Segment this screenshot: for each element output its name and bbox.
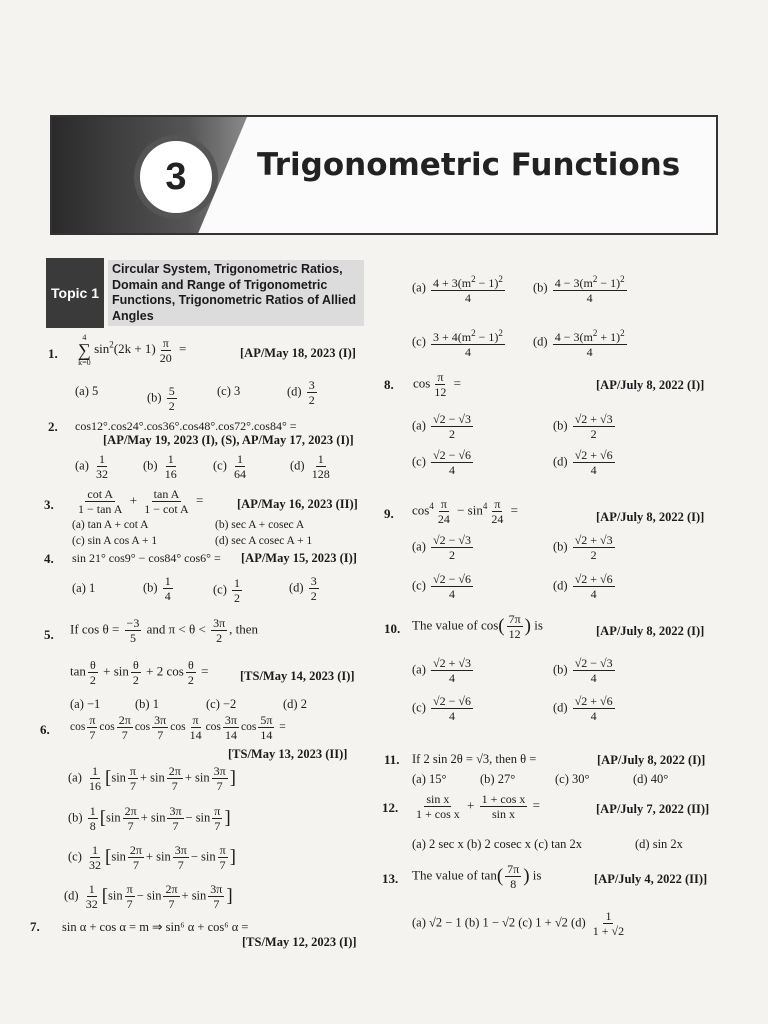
question-stem: The value of tan( $\frac{7\pi}{8}$ ) is [412, 862, 542, 891]
question-number: 3. [44, 497, 54, 512]
question-number: 12. [382, 800, 399, 815]
topic-badge: Topic 1 [46, 258, 104, 328]
option-d: (d) [289, 580, 304, 595]
option-b: (b) 1 [135, 697, 159, 711]
option-a-b-c: (a) 2 sec x (b) 2 cosec x (c) tan 2x [412, 837, 583, 851]
option-d: (d) 40° [633, 772, 669, 786]
question-stem: If cos θ = $\frac{-3}{5}$ and π < θ < $\frac{3\pi}{2}$ , then [70, 616, 259, 645]
question-stem: sin α + cos α = m ⇒ sin⁶ α + cos⁶ α = [62, 920, 249, 934]
question-number: 1. [48, 346, 58, 361]
question-number: 2. [48, 419, 58, 434]
question-number: 13. [382, 871, 399, 886]
chapter-number: 3 [134, 135, 218, 219]
question-source: [AP/July 8, 2022 (I)] [596, 624, 705, 638]
question-stem: The value of cos( $\frac{7\pi}{12}$ ) is [412, 612, 543, 641]
question-number: 4. [44, 551, 54, 566]
question-stem: $\cos^4$ $\frac{\pi}{24}$ − $\sin^4$ $\frac{\pi}{24}$ = [412, 497, 518, 526]
option-b: (b) [143, 580, 158, 595]
question-number: 6. [40, 722, 50, 737]
option-d: (d) 2 [283, 697, 307, 711]
chapter-banner [50, 115, 718, 235]
option-c: (c) 3 [217, 384, 241, 398]
question-source: [AP/July 4, 2022 (II)] [594, 872, 708, 886]
question-number: 9. [384, 506, 394, 521]
option-c: (c) −2 [206, 697, 237, 711]
option-a: (a) tan A + cot A [72, 519, 149, 531]
question-stem: cos $\frac{\pi}{7}$ cos $\frac{2\pi}{7}$ cos $\frac{3\pi}{7}$ cos $\frac{\pi}{14}$ cos $\frac{3\pi}{14}$ cos $\frac{5\pi}{14}$ = [70, 713, 286, 742]
topic-title: Circular System, Trigonometric Ratios, Domain and Range of Trigonometric Functions, Trigonometric Ratios of Allied Angles [108, 260, 364, 326]
chapter-title: Trigonometric Functions [257, 147, 681, 183]
question-stem: If 2 sin 2θ = √3, then θ = [412, 752, 537, 766]
question-source: [AP/May 15, 2023 (I)] [241, 551, 357, 565]
option-b: (b) sec A + cosec A [215, 519, 305, 531]
topic-header [46, 258, 364, 328]
option-b: (b) [147, 390, 162, 405]
question-source: [TS/May 14, 2023 (I)] [240, 669, 355, 683]
options-a-to-d: (a) √2 − 1 (b) 1 − √2 (c) 1 + √2 (d) [412, 915, 586, 930]
question-source: [AP/July 8, 2022 (I)] [596, 378, 705, 392]
option-a: (a) 15° [412, 772, 447, 786]
question-expression: tan $\frac{\theta}{2}$ + sin $\frac{\theta}{2}$ + 2 cos $\frac{\theta}{2}$ = [70, 658, 209, 687]
question-number: 7. [30, 919, 40, 934]
question-source: [AP/May 18, 2023 (I)] [240, 346, 356, 360]
question-source: [AP/May 16, 2023 (II)] [237, 497, 358, 511]
option-a: (a) 5 [75, 384, 99, 398]
question-number: 11. [384, 752, 400, 767]
option-a: (a) 1 [72, 581, 96, 595]
option-d: (d) sin 2x [635, 837, 683, 851]
question-stem: sin 21° cos9° − cos84° cos6° = [72, 551, 221, 565]
question-number: 10. [384, 621, 401, 636]
option-b: (b) 27° [480, 772, 516, 786]
question-stem: $\frac{\text{cot A}}{\text{1 − tan A}}$ + $\frac{\text{tan A}}{\text{1 − cot A}}$ = [78, 487, 204, 516]
option-d: (d) sec A cosec A + 1 [215, 535, 313, 547]
question-source: [AP/July 7, 2022 (II)] [596, 802, 710, 816]
question-source: [TS/May 13, 2023 (II)] [228, 747, 348, 761]
option-d: (d) [287, 384, 302, 399]
question-stem: cos12°.cos24°.cos36°.cos48°.cos72°.cos84° = [75, 419, 297, 433]
option-a: (a) −1 [70, 697, 101, 711]
question-source: [TS/May 12, 2023 (I)] [242, 935, 357, 949]
question-stem: $\frac{\text{sin x}}{\text{1 + cos x}}$ + $\frac{\text{1 + cos x}}{\text{sin x}}$ = [416, 792, 540, 821]
question-source: [AP/May 19, 2023 (I), (S), AP/May 17, 2023 (I)] [103, 433, 354, 447]
option-c: (c) 30° [555, 772, 590, 786]
question-source: [AP/July 8, 2022 (I)] [597, 753, 706, 767]
question-number: 5. [44, 627, 54, 642]
question-stem: cos $\frac{\pi}{12}$ = [413, 370, 461, 399]
option-c: (c) [213, 582, 227, 597]
option-c: (c) sin A cos A + 1 [72, 535, 158, 547]
question-stem: 4 ∑ k=0 $\sin^2(2k + 1)$ $\frac{\pi}{20}$ = [78, 333, 187, 367]
question-source: [AP/July 8, 2022 (I)] [596, 510, 705, 524]
question-number: 8. [384, 377, 394, 392]
